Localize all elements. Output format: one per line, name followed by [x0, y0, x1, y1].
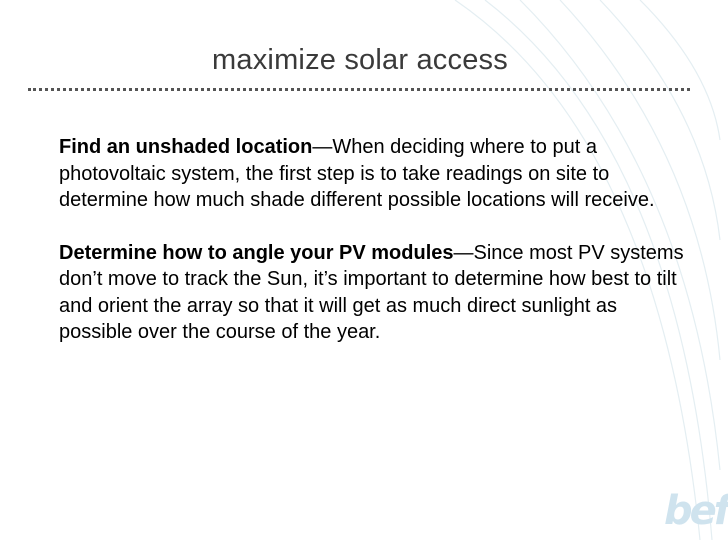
- slide-title: maximize solar access: [212, 44, 508, 76]
- paragraph-text: —Since most PV systems don’t move to track the Sun, it’s important to determine how best to tilt and orient the array so that it will get as much direct sunlight as possible over the course of the year.: [59, 241, 684, 343]
- title-divider: [28, 88, 690, 91]
- paragraph-unshaded-location: [59, 134, 689, 214]
- slide-body: [59, 134, 689, 372]
- paragraph-heading: Find an unshaded location: [59, 136, 313, 158]
- paragraph-text: —When deciding where to put a photovoltaic system, the first step is to take readings on site to determine how much shade different possible locations will receive.: [59, 136, 655, 211]
- bef-logo: bef: [664, 488, 728, 534]
- paragraph-angle-modules: [59, 240, 689, 346]
- paragraph-heading: Determine how to angle your PV modules: [59, 241, 454, 264]
